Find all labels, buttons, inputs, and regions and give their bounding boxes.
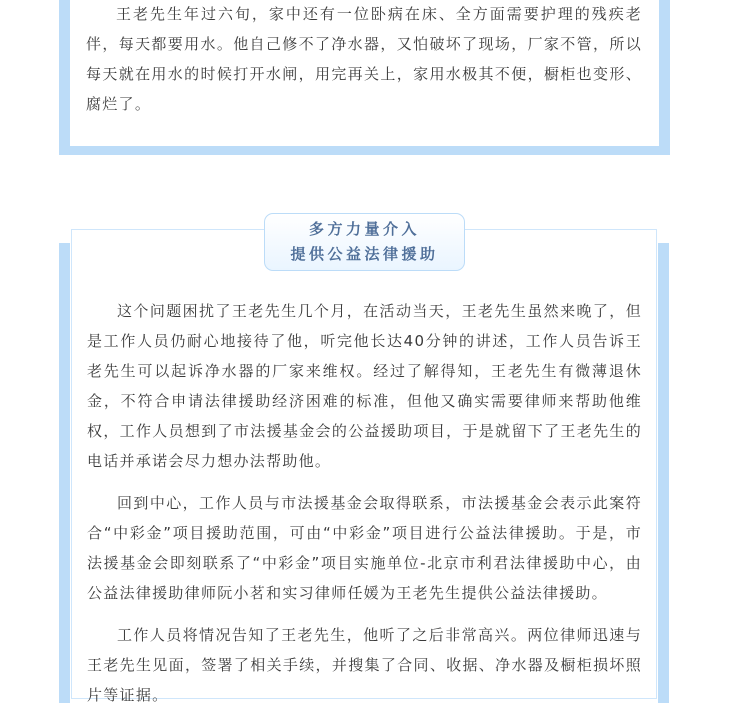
upper-section-body — [86, 0, 642, 119]
section-heading-badge — [264, 213, 465, 271]
lower-section-body — [87, 296, 642, 722]
body-paragraph: 回到中心，工作人员与市法援基金会取得联系，市法援基金会表示此案符合“中彩金”项目援助范围，可由“中彩金”项目进行公益法律援助。于是，市法援基金会即刻联系了“中彩金”项目实施单位-北京市利君法律援助中心，由公益法律援助律师阮小茗和实习律师任媛为王老先生提供公益法律援助。 — [87, 494, 642, 602]
body-paragraph: 工作人员将情况告知了王老先生，他听了之后非常高兴。两位律师迅速与王老先生见面，签署了相关手续，并搜集了合同、收据、净水器及橱柜损坏照片等证据。 — [87, 626, 642, 704]
heading-line-2: 提供公益法律援助 — [290, 245, 439, 263]
body-paragraph: 王老先生年过六旬，家中还有一位卧病在床、全方面需要护理的残疾老伴，每天都要用水。他自己修不了净水器，又怕破坏了现场，厂家不管，所以每天就在用水的时候打开水闸，用完再关上，家用水极其不便，橱柜也变形、腐烂了。 — [86, 5, 642, 113]
body-paragraph: 这个问题困扰了王老先生几个月，在活动当天，王老先生虽然来晚了，但是工作人员仍耐心地接待了他，听完他长达40分钟的讲述，工作人员告诉王老先生可以起诉净水器的厂家来维权。经过了解得知，王老先生有微薄退休金，不符合申请法律援助经济困难的标准，但他又确实需要律师来帮助他维权，工作人员想到了市法援基金会的公益援助项目，于是就留下了王老先生的电话并承诺会尽力想办法帮助他。 — [87, 302, 642, 470]
heading-line-1: 多方力量介入 — [308, 220, 420, 238]
